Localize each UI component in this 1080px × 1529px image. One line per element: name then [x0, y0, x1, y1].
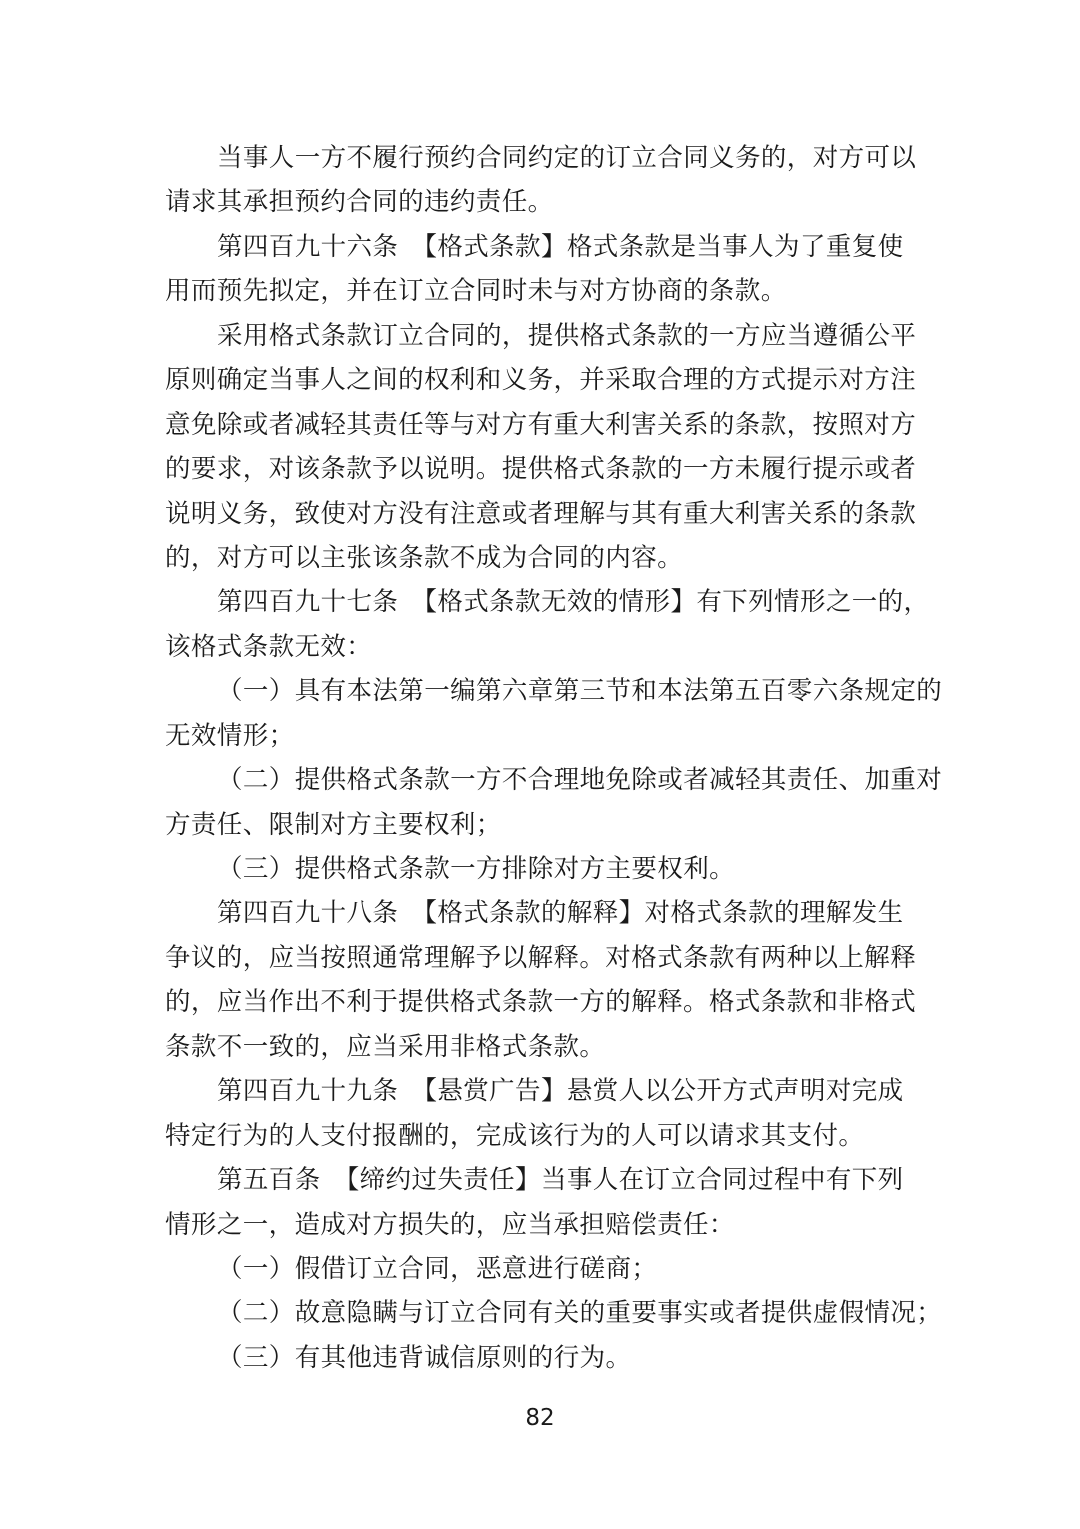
text-line: 第四百九十七条 【格式条款无效的情形】有下列情形之一的，: [217, 587, 930, 618]
text-line: 第四百九十九条 【悬赏广告】悬赏人以公开方式声明对完成: [217, 1076, 904, 1107]
text-line: 请求其承担预约合同的违约责任。: [165, 187, 554, 218]
page-number: 82: [525, 1405, 555, 1431]
text-line: 的，应当作出不利于提供格式条款一方的解释。格式条款和非格式: [165, 987, 917, 1018]
text-line: 争议的，应当按照通常理解予以解释。对格式条款有两种以上解释: [165, 942, 917, 973]
text-line: 的要求，对该条款予以说明。提供格式条款的一方未履行提示或者: [165, 454, 917, 485]
text-line: 第五百条 【缔约过失责任】当事人在订立合同过程中有下列: [217, 1165, 904, 1196]
text-line: （二）提供格式条款一方不合理地免除或者减轻其责任、加重对: [217, 765, 943, 796]
text-line: 该格式条款无效：: [165, 631, 373, 662]
text-line: 原则确定当事人之间的权利和义务，并采取合理的方式提示对方注: [165, 365, 917, 396]
text-line: （一）假借订立合同，恶意进行磋商；: [217, 1253, 658, 1284]
text-line: 说明义务，致使对方没有注意或者理解与其有重大利害关系的条款: [165, 498, 917, 529]
text-line: （三）提供格式条款一方排除对方主要权利。: [217, 854, 736, 884]
text-line: 无效情形；: [165, 720, 295, 751]
text-line: （三）有其他违背诚信原则的行为。: [217, 1342, 632, 1373]
text-line: 方责任、限制对方主要权利；: [165, 809, 502, 840]
text-line: （一）具有本法第一编第六章第三节和本法第五百零六条规定的: [217, 676, 943, 707]
text-line: 第四百九十六条 【格式条款】格式条款是当事人为了重复使: [217, 231, 904, 262]
text-line: 的，对方可以主张该条款不成为合同的内容。: [165, 542, 684, 573]
text-line: 第四百九十八条 【格式条款的解释】对格式条款的理解发生: [217, 898, 904, 929]
text-line: 采用格式条款订立合同的，提供格式条款的一方应当遵循公平: [217, 320, 917, 351]
text-line: （二）故意隐瞒与订立合同有关的重要事实或者提供虚假情况；: [217, 1298, 943, 1329]
text-line: 特定行为的人支付报酬的，完成该行为的人可以请求其支付。: [165, 1120, 865, 1151]
text-line: 意免除或者减轻其责任等与对方有重大利害关系的条款，按照对方: [165, 409, 917, 440]
text-line: 条款不一致的，应当采用非格式条款。: [165, 1031, 606, 1062]
text-line: 当事人一方不履行预约合同约定的订立合同义务的，对方可以: [217, 143, 917, 173]
text-line: 用而预先拟定，并在订立合同时未与对方协商的条款。: [165, 276, 787, 307]
text-line: 情形之一，造成对方损失的，应当承担赔偿责任：: [165, 1209, 735, 1240]
body-text: [165, 136, 943, 1380]
